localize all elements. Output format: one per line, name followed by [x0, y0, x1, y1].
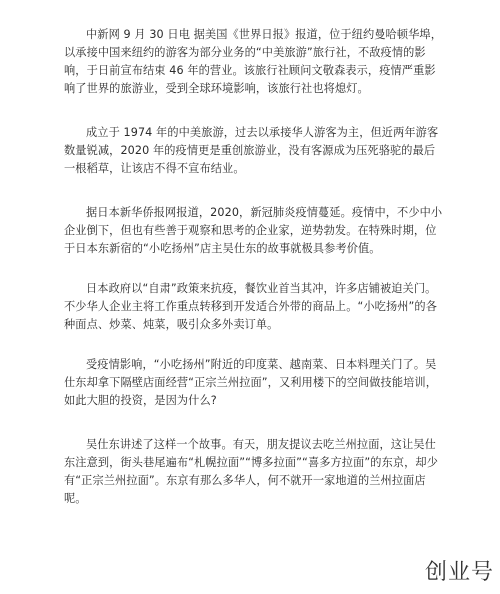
article-paragraph-5: 受疫情影响，“小吃扬州”附近的印度菜、越南菜、日本料理关门了。吴仕东却拿下隔壁店面经营“正宗兰州拉面”，又利用楼下的空间做技能培训，如此大胆的投资，是因为什么?: [64, 358, 437, 407]
article-paragraph-4: 日本政府以“自肃”政策来抗疫，餐饮业首当其冲，许多店铺被迫关门。不少华人企业主将工作重点转移到开发适合外带的商品上。“小吃扬州”的各种面点、炒菜、炖菜，吸引众多外卖订单。: [64, 282, 437, 331]
article-body: [64, 12, 446, 508]
watermark: [425, 555, 494, 586]
watermark-text: 创业号: [424, 560, 494, 585]
article-paragraph-3: 据日本新华侨报网报道，2020，新冠肺炎疫情蔓延。疫情中，不少中小企业倒下，但也有些善于观察和思考的企业家，逆势勃发。在特殊时期，位于日本东新宿的“小吃扬州”店主吴仕东的故事就极具参考价值。: [64, 206, 443, 255]
article-paragraph-6: 吴仕东讲述了这样一个故事。有天，朋友提议去吃兰州拉面，这让吴仕东注意到，街头巷尾遍布“札幌拉面”“博多拉面”“喜多方拉面”的东京，却少有“正宗兰州拉面”。东京有那么多华人，何不就开一家地道的兰州拉面店呢。: [64, 438, 439, 505]
article-paragraph-1: 中新网 9 月 30 日电 据美国《世界日报》报道，位于纽约曼哈顿华埠，以承接中国来纽约的游客为部分业务的“中美旅游”旅行社，不敌疫情的影响，于日前宣布结束 46 年的营业。该旅行社顾问文敬森表示，疫情严重影响了世界的旅游业，受到全球环境影响，该旅行社也将熄灯。: [64, 28, 442, 95]
article-paragraph-2: 成立于 1974 年的中美旅游，过去以承接华人游客为主，但近两年游客数量锐减，2020 年的疫情更是重创旅游业，没有客源成为压死骆驼的最后一根稻草，让该店不得不宣布结业。: [64, 126, 439, 175]
